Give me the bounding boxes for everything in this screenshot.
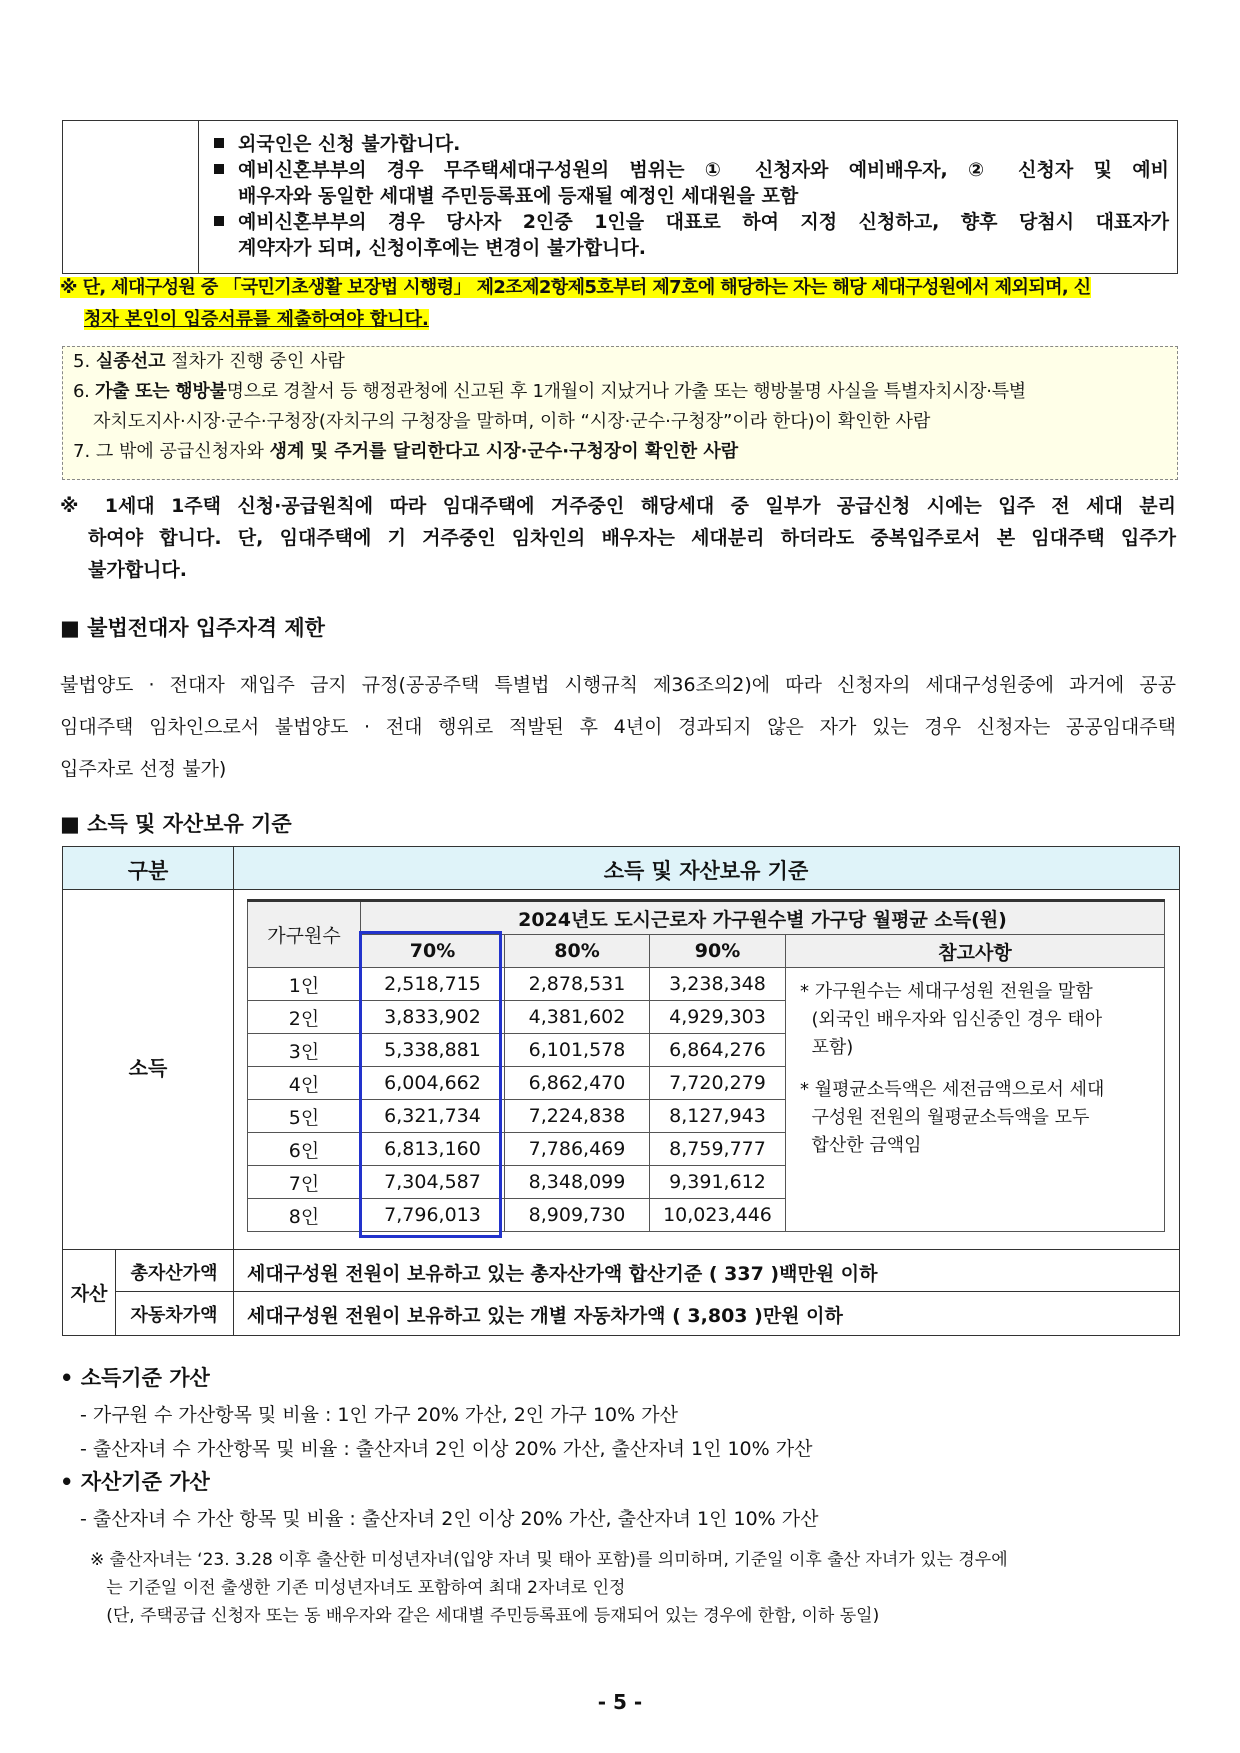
income-cell-p90: 10,023,446 — [650, 1199, 786, 1232]
reference-note-line: 포함) — [800, 1037, 854, 1058]
income-cell-size: 3인 — [248, 1034, 361, 1067]
income-cell-size: 4인 — [248, 1067, 361, 1100]
income-cell-p70: 7,304,587 — [361, 1166, 505, 1199]
household-size-header: 가구원수 — [248, 901, 361, 968]
bullet-prospective-couple: 예비신혼부부의 경우 무주택세대구성원의 범위는 ① 신청자와 예비배우자, ② 신청자 및 예비 — [214, 157, 1169, 183]
car-value-criteria: 세대구성원 전원이 보유하고 있는 개별 자동차가액 ( 3,803 )만원 이하 — [247, 1305, 843, 1327]
pct-90-header: 90% — [650, 935, 786, 968]
income-cell-p80: 6,862,470 — [505, 1067, 650, 1100]
exclusion-item-6-cont: 자치도지사·시장·군수·구청장(자치구의 구청장을 말하며, 이하 “시장·군수·구청장”이라 한다)이 확인한 사람 — [93, 411, 931, 432]
inner-table-title: 2024년도 도시근로자 가구원수별 가구당 월평균 소득(원) — [361, 901, 1165, 935]
exclusion-item-7: 7. 그 밖에 공급신청자와 생계 및 주거를 달리한다고 시장·군수·구청장이 확인한 사람 — [73, 441, 739, 462]
income-cell-size: 7인 — [248, 1166, 361, 1199]
children-footnote: ※ 출산자녀는 ‘23. 3.28 이후 출산한 미성년자녀(입양 자녀 및 태아 포함)를 의미하며, 기준일 이후 출산 자녀가 있는 경우에 는 기준일 이전 출생한 기존 미성년자녀도 포함하여 최대 2자녀로 인정 (단, 주택공급 신청자 또는 동 배우자와 같은 세대별 주민등록표에 등재되어 있는 경우에 한함, 이하 동일) — [90, 1550, 1008, 1626]
income-cell-size: 8인 — [248, 1199, 361, 1232]
income-cell-p80: 6,101,578 — [505, 1034, 650, 1067]
pct-80-header: 80% — [505, 935, 650, 968]
income-cell-p90: 7,720,279 — [650, 1067, 786, 1100]
income-cell-size: 2인 — [248, 1001, 361, 1034]
household-separation-note: ※ 1세대 1주택 신청·공급원칙에 따라 임대주택에 거주중인 해당세대 중 일부가 공급신청 시에는 입주 전 세대 분리 하여야 합니다. 단, 임대주택에 기 거주중인 임차인의 배우자는 세대분리 하더라도 중복입주로서 본 임대주택 입주가 불가합니다. — [60, 495, 1176, 581]
reference-note-line: 합산한 금액임 — [800, 1135, 922, 1156]
reference-note-line: * 월평균소득액은 세전금액으로서 세대 — [800, 1079, 1105, 1100]
income-cell-p90: 6,864,276 — [650, 1034, 786, 1067]
asset-bonus-items: - 출산자녀 수 가산 항목 및 비율 : 출산자녀 2인 이상 20% 가산, 출산자녀 1인 10% 가산 — [80, 1508, 819, 1530]
total-asset-label: 총자산가액 — [130, 1263, 218, 1284]
income-inner-table — [247, 899, 1165, 1239]
exclusion-item-6: 6. 가출 또는 행방불명으로 경찰서 등 행정관청에 신고된 후 1개월이 지났거나 가출 또는 행방불명 사실을 특별자치시장·특별 — [73, 381, 1026, 402]
reference-note-line: 구성원 전원의 월평균소득액을 모두 — [800, 1107, 1090, 1128]
reference-note-line: * 가구원수는 세대구성원 전원을 말함 — [800, 981, 1093, 1002]
pct-70-header: 70% — [361, 935, 505, 968]
income-bonus-title: • 소득기준 가산 — [60, 1366, 210, 1390]
income-cell-p90: 8,759,777 — [650, 1133, 786, 1166]
income-cell-p70: 7,796,013 — [361, 1199, 505, 1232]
asset-label: 자산 — [70, 1283, 108, 1305]
exclusion-item-5: 5. 실종선고 절차가 진행 중인 사람 — [73, 351, 345, 372]
asset-divider — [63, 1249, 1179, 1250]
bullet-foreigner: 외국인은 신청 불가합니다. — [214, 131, 1169, 157]
square-bullet-icon — [214, 164, 224, 174]
asset-bonus-title: • 자산기준 가산 — [60, 1470, 210, 1494]
excluded-members-notice: ※ 단, 세대구성원 중 「국민기초생활 보장법 시행령」 제2조제2항제5호부터 제7호에 해당하는 자는 해당 세대구성원에서 제외되며, 신 청자 본인이 입증서류를 제출하여야 합니다. — [60, 277, 1091, 330]
income-cell-size: 1인 — [248, 968, 361, 1001]
eligibility-box — [62, 120, 1178, 274]
income-cell-p70: 6,004,662 — [361, 1067, 505, 1100]
income-cell-p80: 8,909,730 — [505, 1199, 650, 1232]
total-asset-criteria: 세대구성원 전원이 보유하고 있는 총자산가액 합산기준 ( 337 )백만원 이하 — [247, 1263, 878, 1285]
income-cell-p80: 7,224,838 — [505, 1100, 650, 1133]
asset-row-divider — [115, 1291, 1179, 1292]
exclusion-list-box — [62, 346, 1178, 480]
section-body-illegal-sublet: 불법양도 · 전대자 재입주 금지 규정(공공주택 특별법 시행규칙 제36조의2)에 따라 신청자의 세대구성원중에 과거에 공공 임대주택 임차인으로서 불법양도 · 전대 행위로 적발된 후 4년이 경과되지 않은 자가 있는 경우 신청자는 공공임대주택 입주자로 선정 불가) — [60, 674, 1176, 780]
income-cell-p70: 3,833,902 — [361, 1001, 505, 1034]
income-cell-p70: 5,338,881 — [361, 1034, 505, 1067]
bullet-representative-cont: 계약자가 되며, 신청이후에는 변경이 불가합니다. — [238, 237, 646, 259]
section-title-illegal-sublet: ■ 불법전대자 입주자격 제한 — [60, 616, 325, 640]
column-divider — [233, 847, 234, 1335]
income-cell-p90: 4,929,303 — [650, 1001, 786, 1034]
reference-header: 참고사항 — [786, 935, 1165, 968]
income-cell-p80: 4,381,602 — [505, 1001, 650, 1034]
bullet-representative: 예비신혼부부의 경우 당사자 2인중 1인을 대표로 하여 지정 신청하고, 향후 당첨시 대표자가 — [214, 209, 1169, 235]
income-asset-table — [62, 846, 1180, 1336]
income-cell-p70: 6,813,160 — [361, 1133, 505, 1166]
square-bullet-icon — [214, 138, 224, 148]
income-cell-size: 5인 — [248, 1100, 361, 1133]
reference-notes — [786, 968, 1165, 1232]
income-cell-p70: 2,518,715 — [361, 968, 505, 1001]
header-category: 구분 — [127, 859, 169, 883]
income-cell-p70: 6,321,734 — [361, 1100, 505, 1133]
section-title-income-assets: ■ 소득 및 자산보유 기준 — [60, 812, 292, 836]
income-bonus-items: - 가구원 수 가산항목 및 비율 : 1인 가구 20% 가산, 2인 가구 10% 가산 - 출산자녀 수 가산항목 및 비율 : 출산자녀 2인 이상 20% 가산, 출산자녀 1인 10% 가산 — [80, 1404, 813, 1460]
income-cell-size: 6인 — [248, 1133, 361, 1166]
bullet-prospective-couple-cont: 배우자와 동일한 세대별 주민등록표에 등재될 예정인 세대원을 포함 — [238, 185, 799, 207]
header-criteria: 소득 및 자산보유 기준 — [603, 859, 809, 883]
income-cell-p90: 3,238,348 — [650, 968, 786, 1001]
square-bullet-icon — [214, 216, 224, 226]
page-number: - 5 - — [597, 1690, 643, 1714]
income-cell-p80: 8,348,099 — [505, 1166, 650, 1199]
income-cell-p90: 9,391,612 — [650, 1166, 786, 1199]
eligibility-box-left-cell — [63, 121, 199, 273]
reference-note-line: (외국인 배우자와 임신중인 경우 태아 — [800, 1009, 1103, 1030]
highlight-70-column — [359, 931, 502, 1238]
income-cell-p80: 7,786,469 — [505, 1133, 650, 1166]
income-cell-p90: 8,127,943 — [650, 1100, 786, 1133]
income-label: 소득 — [128, 1056, 168, 1080]
car-value-label: 자동차가액 — [130, 1305, 218, 1326]
income-cell-p80: 2,878,531 — [505, 968, 650, 1001]
